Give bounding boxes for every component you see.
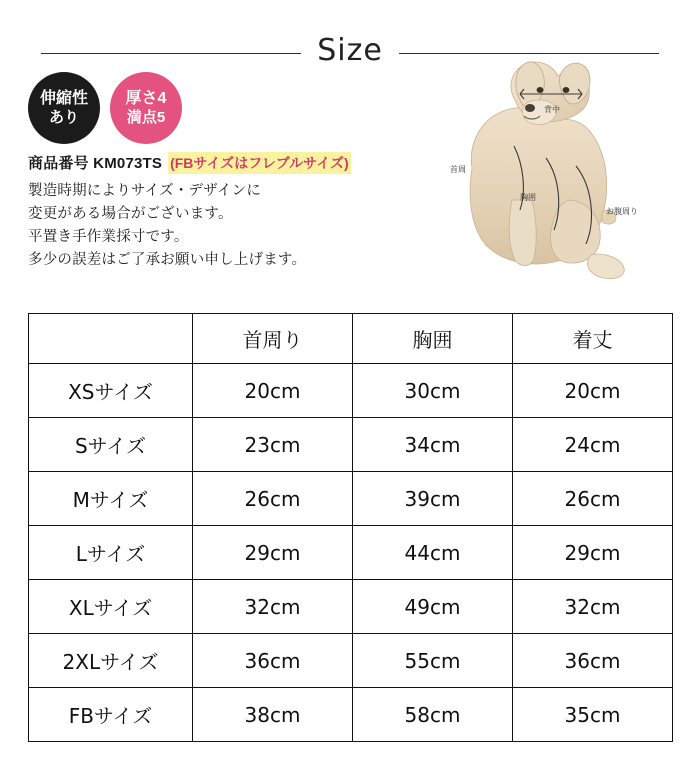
stretch-badge-line1: 伸縮性 bbox=[39, 90, 88, 108]
cell-2xl-chest: 55cm bbox=[353, 634, 513, 688]
notes-block bbox=[28, 180, 306, 272]
cell-s-length: 24cm bbox=[513, 418, 673, 472]
table-header-chest: 胸囲 bbox=[353, 314, 513, 364]
thickness-badge-line2: 満点5 bbox=[126, 108, 166, 126]
row-label-2xl: 2XLサイズ bbox=[29, 634, 193, 688]
cell-s-chest: 34cm bbox=[353, 418, 513, 472]
note-line-3: 平置き手作業採寸です。 bbox=[28, 228, 189, 245]
cell-xl-neck: 32cm bbox=[193, 580, 353, 634]
table-header-row bbox=[29, 314, 673, 364]
belly-girth-label: お腹周り bbox=[606, 207, 638, 216]
note-line-4: 多少の誤差はご了承お願い申し上げます。 bbox=[28, 251, 307, 268]
header-rule-left bbox=[41, 53, 301, 54]
product-code-highlight: (FBサイズはフレブルサイズ) bbox=[168, 152, 351, 174]
chest-girth-label: 胸囲 bbox=[520, 193, 536, 202]
cell-fb-chest: 58cm bbox=[353, 688, 513, 742]
cell-xs-chest: 30cm bbox=[353, 364, 513, 418]
cell-l-neck: 29cm bbox=[193, 526, 353, 580]
table-row bbox=[29, 688, 673, 742]
table-row bbox=[29, 634, 673, 688]
row-label-fb: FBサイズ bbox=[29, 688, 193, 742]
page-title: Size bbox=[317, 33, 383, 68]
table-row bbox=[29, 526, 673, 580]
dog-measurement-photo bbox=[420, 50, 684, 298]
cell-s-neck: 23cm bbox=[193, 418, 353, 472]
product-code-line bbox=[28, 152, 351, 174]
note-line-1: 製造時期によりサイズ・デザインに bbox=[28, 183, 262, 199]
table-header-neck: 首周り bbox=[193, 314, 353, 364]
thickness-badge-line1: 厚さ4 bbox=[125, 90, 167, 108]
dog-illustration-icon bbox=[420, 50, 684, 298]
cell-2xl-length: 36cm bbox=[513, 634, 673, 688]
table-row bbox=[29, 580, 673, 634]
note-line-2: 変更がある場合がございます。 bbox=[28, 205, 233, 222]
back-length-label: 背中 bbox=[544, 105, 560, 114]
cell-m-neck: 26cm bbox=[193, 472, 353, 526]
row-label-s: Sサイズ bbox=[29, 418, 193, 472]
cell-m-chest: 39cm bbox=[353, 472, 513, 526]
stretch-badge bbox=[28, 72, 100, 144]
cell-xl-chest: 49cm bbox=[353, 580, 513, 634]
cell-xl-length: 32cm bbox=[513, 580, 673, 634]
badge-group bbox=[28, 72, 182, 144]
neck-girth-label: 首周 bbox=[450, 165, 466, 174]
product-code: 商品番号 KM073TS bbox=[28, 155, 163, 172]
table-row bbox=[29, 364, 673, 418]
thickness-badge bbox=[110, 72, 182, 144]
size-table-wrap bbox=[28, 313, 672, 742]
cell-l-chest: 44cm bbox=[353, 526, 513, 580]
cell-m-length: 26cm bbox=[513, 472, 673, 526]
row-label-l: Lサイズ bbox=[29, 526, 193, 580]
row-label-xl: XLサイズ bbox=[29, 580, 193, 634]
cell-xs-length: 20cm bbox=[513, 364, 673, 418]
stretch-badge-line2: あり bbox=[48, 108, 79, 126]
cell-l-length: 29cm bbox=[513, 526, 673, 580]
cell-fb-neck: 38cm bbox=[193, 688, 353, 742]
table-header-corner bbox=[29, 314, 193, 364]
table-row bbox=[29, 418, 673, 472]
cell-fb-length: 35cm bbox=[513, 688, 673, 742]
table-header-length: 着丈 bbox=[513, 314, 673, 364]
size-table bbox=[28, 313, 673, 742]
cell-xs-neck: 20cm bbox=[193, 364, 353, 418]
cell-2xl-neck: 36cm bbox=[193, 634, 353, 688]
row-label-m: Mサイズ bbox=[29, 472, 193, 526]
table-row bbox=[29, 472, 673, 526]
row-label-xs: XSサイズ bbox=[29, 364, 193, 418]
